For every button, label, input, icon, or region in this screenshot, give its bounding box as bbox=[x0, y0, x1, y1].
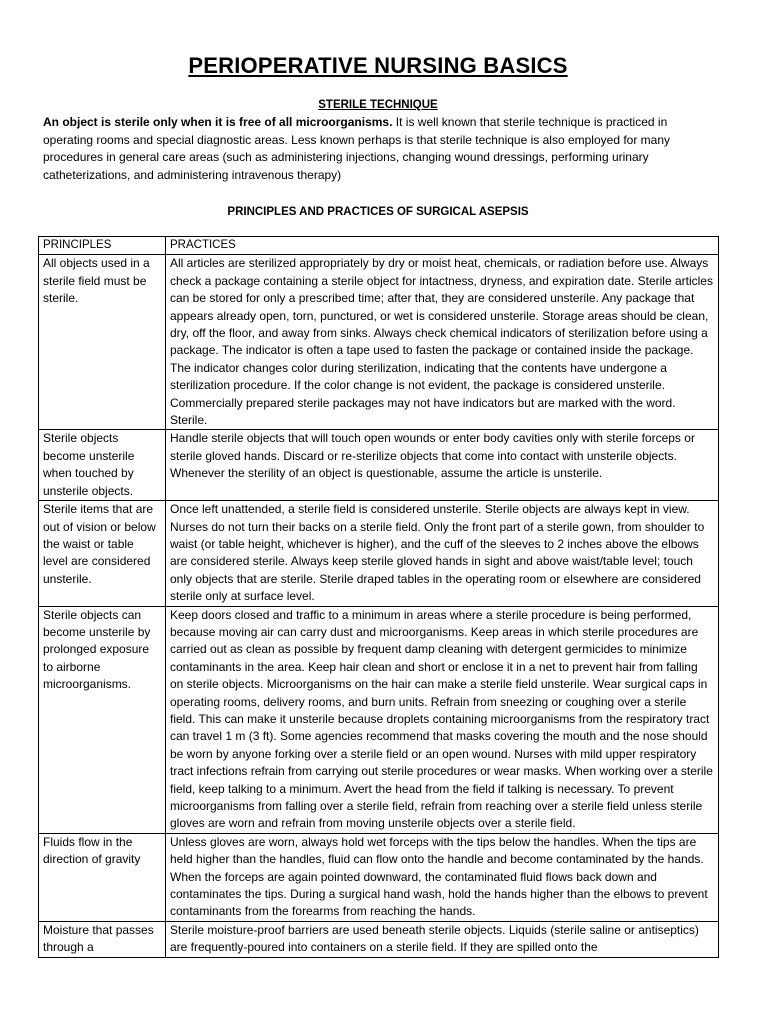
practice-cell: Once left unattended, a sterile field is considered unsterile. Sterile objects are always kept in view. Nurses do not turn their backs on a sterile field. Only the front part of a sterile gown, from shoulder to waist (or table height, whichever is higher), and the cuff of the sleeves to 2 inches above the elbows are considered sterile. Always keep sterile gloved hands in sight and above waist/table level; touch only objects that are sterile. Sterile draped tables in the operating room or elsewhere are considered sterile only at surface level. bbox=[166, 501, 719, 606]
header-practices: PRACTICES bbox=[166, 237, 719, 255]
principle-cell: Fluids flow in the direction of gravity bbox=[39, 833, 166, 921]
principle-cell: All objects used in a sterile field must be sterile. bbox=[39, 255, 166, 430]
principle-cell: Moisture that passes through a bbox=[39, 921, 166, 957]
practice-cell: All articles are sterilized appropriately by dry or moist heat, chemicals, or radiation before use. Always check a package containing a sterile object for intactness, dryness, and expiration date. Sterile articles can be stored for only a prescribed time; after that, they are considered unsterile. Any package that appears already open, torn, punctured, or wet is considered unsterile. Storage areas should be clean, dry, off the floor, and away from sinks. Always check chemical indicators of sterilization before using a package. The indicator is often a tape used to fasten the package or contained inside the package. The indicator changes color during sterilization, indicating that the contents have undergone a sterilization procedure. If the color change is not evident, the package is considered unsterile. Commercially prepared sterile packages may not have indicators but are marked with the word. Sterile. bbox=[166, 255, 719, 430]
principle-cell: Sterile items that are out of vision or below the waist or table level are considered unsterile. bbox=[39, 501, 166, 606]
document-page bbox=[38, 44, 718, 958]
practice-cell: Unless gloves are worn, always hold wet forceps with the tips below the handles. When the tips are held higher than the handles, fluid can flow onto the handle and become contaminated by the hands. When the forceps are again pointed downward, the contaminated fluid flows back down and contaminates the tips. During a surgical hand wash, hold the hands higher than the elbows to prevent contaminants from the forearms from reaching the hands. bbox=[166, 833, 719, 921]
practice-cell: Keep doors closed and traffic to a minimum in areas where a sterile procedure is being performed, because moving air can carry dust and microorganisms. Keep areas in which sterile procedures are carried out as clean as possible by frequent damp cleaning with detergent germicides to minimize contaminants in the area. Keep hair clean and short or enclose it in a net to prevent hair from falling on sterile objects. Microorganisms on the hair can make a sterile field unsterile. Wear surgical caps in operating rooms, delivery rooms, and burn units. Refrain from sneezing or coughing over a sterile field. This can make it unsterile because droplets containing microorganisms from the respiratory tract can travel 1 m (3 ft). Some agencies recommend that masks covering the mouth and the nose should be worn by anyone forking over a sterile field or an open wound. Nurses with mild upper respiratory tract infections refrain from carrying out sterile procedures or wear masks. When working over a sterile field, keep talking to a minimum. Avert the head from the field if talking is necessary. To prevent microorganisms from falling over a sterile field, refrain from reaching over a sterile field unless sterile gloves are worn and refrain from moving unsterile objects over a sterile field. bbox=[166, 606, 719, 833]
asepsis-table bbox=[38, 236, 719, 958]
table-row bbox=[39, 606, 719, 833]
intro-paragraph bbox=[43, 114, 713, 184]
header-principles: PRINCIPLES bbox=[39, 237, 166, 255]
table-header-row bbox=[39, 237, 719, 255]
practice-cell: Handle sterile objects that will touch open wounds or enter body cavities only with sterile forceps or sterile gloved hands. Discard or re-sterilize objects that come into contact with unsterile objects. Whenever the sterility of an object is questionable, assume the article is unsterile. bbox=[166, 430, 719, 501]
table-row bbox=[39, 430, 719, 501]
table-row bbox=[39, 501, 719, 606]
table-row bbox=[39, 255, 719, 430]
section-heading: STERILE TECHNIQUE bbox=[318, 99, 438, 111]
intro-lead: An object is sterile only when it is free of all microorganisms. bbox=[43, 115, 393, 129]
table-heading: PRINCIPLES AND PRACTICES OF SURGICAL ASEPSIS bbox=[227, 206, 529, 218]
table-row bbox=[39, 921, 719, 957]
page-title: PERIOPERATIVE NURSING BASICS bbox=[188, 53, 568, 78]
table-row bbox=[39, 833, 719, 921]
principle-cell: Sterile objects become unsterile when touched by unsterile objects. bbox=[39, 430, 166, 501]
principle-cell: Sterile objects can become unsterile by prolonged exposure to airborne microorganisms. bbox=[39, 606, 166, 833]
intro-rest: It is well known that sterile technique is practiced in operating rooms and special diagnostic areas. Less known perhaps is that sterile technique is also employed for many procedures in general care areas (such as administering injections, changing wound dressings, performing urinary catheterizations, and administering intravenous therapy) bbox=[43, 115, 671, 182]
practice-cell: Sterile moisture-proof barriers are used beneath sterile objects. Liquids (sterile saline or antiseptics) are frequently-poured into containers on a sterile field. If they are spilled onto the bbox=[166, 921, 719, 957]
